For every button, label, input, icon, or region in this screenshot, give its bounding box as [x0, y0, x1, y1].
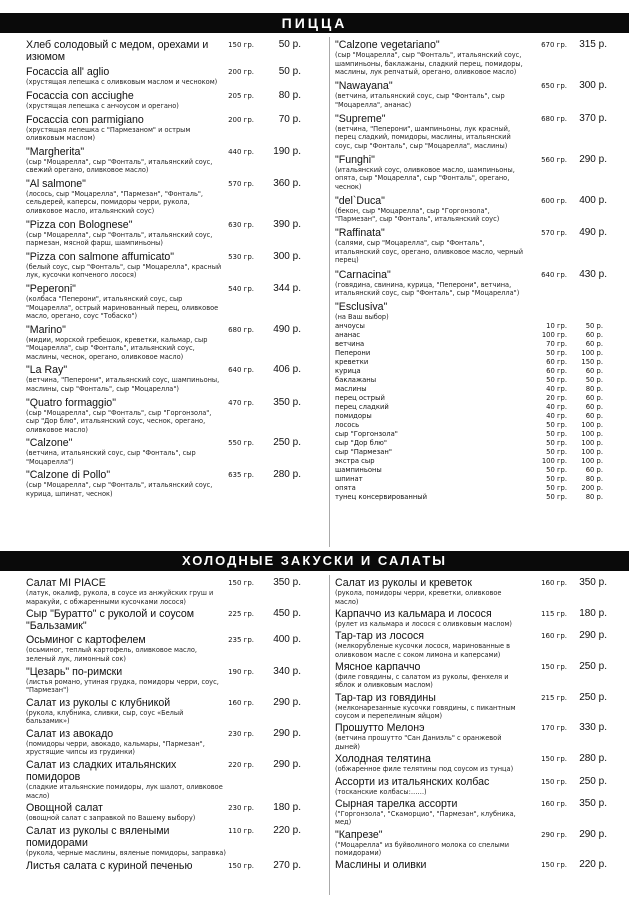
topping-price: 60 р. — [585, 330, 603, 339]
item-description: (листья романо, утиная грудка, помидоры черри, соус, "Пармезан") — [26, 677, 219, 695]
item-name: Focaccia con acciughe — [26, 89, 134, 102]
menu-item — [335, 80, 607, 109]
item-weight: 680 гр. — [541, 114, 567, 123]
topping-name: тунец консервированный — [335, 492, 428, 501]
item-weight: 150 гр. — [541, 662, 567, 671]
topping-weight: 50 гр. — [546, 465, 567, 474]
menu-item — [335, 630, 607, 659]
topping-name: помидоры — [335, 411, 372, 420]
item-description: (колбаса "Пеперони", итальянский соус, сыр "Моцарелла", острый маринованный перец, оливковое масло, орегано, соус "Тобаско") — [26, 295, 219, 320]
item-weight: 160 гр. — [541, 799, 567, 808]
menu-item — [26, 39, 301, 63]
item-name: "Nawayana" — [335, 80, 393, 93]
topping-price: 100 р. — [581, 438, 603, 447]
topping-weight: 100 гр. — [541, 456, 567, 465]
item-price: 400 р. — [273, 634, 301, 646]
item-weight: 150 гр. — [228, 579, 254, 587]
topping-price: 100 р. — [581, 420, 603, 429]
item-name: Карпаччо из кальмара и лосося — [335, 607, 492, 620]
item-description: (бекон, сыр "Моцарелла", сыр "Горгонзола", "Пармезан", сыр "Фонталь", итальянский соус) — [335, 206, 500, 224]
topping-row — [335, 349, 607, 358]
menu-item — [26, 397, 301, 435]
item-price: 350 р. — [273, 396, 301, 408]
item-description: (овощной салат с заправкой по Вашему выбору) — [26, 814, 196, 823]
item-price: 80 р. — [278, 89, 301, 101]
menu-item — [335, 798, 607, 827]
topping-row — [335, 430, 607, 439]
topping-weight: 100 гр. — [541, 330, 567, 339]
topping-name: Пеперони — [335, 348, 371, 357]
topping-name: лосось — [335, 420, 360, 429]
menu-item — [335, 753, 607, 774]
menu-item — [26, 219, 301, 248]
topping-weight: 50 гр. — [546, 375, 567, 384]
topping-weight: 40 гр. — [546, 411, 567, 420]
topping-price: 60 р. — [585, 339, 603, 348]
column-divider-2 — [329, 575, 330, 895]
item-weight: 215 гр. — [541, 693, 567, 702]
item-description: (сыр "Моцарелла", сыр "Фонталь", итальянский соус, шампиньоны, баклажаны, сладкий перец, помидоры, маслины, лук репчатый, орегано, оливковое масло) — [335, 51, 523, 76]
topping-price: 100 р. — [581, 348, 603, 357]
topping-price: 50 р. — [585, 321, 603, 330]
item-price: 180 р. — [273, 802, 301, 814]
item-name: Осьминог с картофелем — [26, 634, 146, 647]
topping-price: 150 р. — [581, 357, 603, 366]
topping-name: сыр "Пармезан" — [335, 447, 392, 456]
item-weight: 190 гр. — [228, 667, 254, 676]
topping-name: экстра сыр — [335, 456, 375, 465]
item-name: "Calzone di Pollo" — [26, 469, 111, 482]
column-divider — [329, 37, 330, 547]
item-weight: 630 гр. — [228, 220, 254, 229]
item-description: (ветчина, итальянский соус, сыр "Фонталь", сыр "Моцарелла", ананас) — [335, 92, 505, 109]
menu-item — [26, 825, 301, 858]
topping-weight: 10 гр. — [546, 321, 567, 330]
item-name: Хлеб солодовый с медом, орехами и изюмом — [26, 39, 209, 63]
topping-name: сыр "Горгонзола" — [335, 429, 398, 438]
topping-price: 60 р. — [585, 411, 603, 420]
topping-row — [335, 493, 607, 502]
pizza-section-header: ПИЦЦА — [0, 13, 629, 33]
item-price: 290 р. — [273, 696, 301, 708]
topping-name: сыр "Дор блю" — [335, 438, 388, 447]
item-price: 390 р. — [273, 218, 301, 230]
topping-name: курица — [335, 366, 361, 375]
topping-name: опята — [335, 483, 356, 492]
topping-name: анчоусы — [335, 321, 365, 330]
item-name: Прошутто Мелонэ — [335, 722, 425, 735]
topping-price: 60 р. — [585, 393, 603, 402]
pizza-right-column — [335, 39, 607, 502]
item-description: (ветчина, "Пеперони", итальянский соус, шампиньоны, маслины, сыр "Фонталь", сыр "Моцарелла") — [26, 376, 220, 393]
menu-item — [26, 666, 301, 695]
item-weight: 540 гр. — [228, 285, 254, 293]
item-name: "Капрезе" — [335, 828, 383, 841]
item-price: 350 р. — [579, 577, 607, 588]
item-price: 250 р. — [579, 660, 607, 672]
item-name: "Calzone vegetariano" — [335, 39, 440, 51]
item-name: Сыр "Буратто" с руколой и соусом "Бальзамик" — [26, 608, 195, 633]
item-weight: 150 гр. — [228, 41, 254, 49]
item-price: 280 р. — [579, 753, 607, 765]
item-price: 250 р. — [579, 691, 607, 703]
topping-row — [335, 466, 607, 475]
item-description: (лосось, сыр "Моцарелла", "Пармезан", "Фонталь", сельдерей, каперсы, помидоры черри, рукола, оливковое масло, итальянский соус) — [26, 189, 204, 215]
item-weight: 470 гр. — [228, 398, 254, 407]
topping-weight: 40 гр. — [546, 402, 567, 411]
item-price: 315 р. — [579, 39, 607, 50]
item-weight: 150 гр. — [541, 777, 567, 786]
item-price: 330 р. — [579, 722, 607, 734]
item-name: "La Ray" — [26, 364, 68, 377]
item-description: (латук, окалиф, рукола, в соусе из анжуйских груш и маракуйи, с обжаренными кусочками лосося) — [26, 589, 214, 606]
item-description: (мидии, морской гребешок, креветки, кальмар, сыр "Моцарелла", сыр "Фонталь", итальянский соус, маслины, чеснок, орегано, оливковое масло) — [26, 335, 208, 361]
menu-item — [26, 146, 301, 175]
item-price: 190 р. — [273, 145, 301, 157]
item-price: 350 р. — [273, 577, 301, 588]
item-price: 340 р. — [273, 665, 301, 677]
menu-item — [335, 661, 607, 690]
item-name: "Pizza con salmone affumicato" — [26, 250, 175, 263]
item-price: 300 р. — [579, 80, 607, 92]
item-description: (мелкорубленые кусочки лосося, маринованные в оливковом масле с соком лимона и каперсами) — [335, 642, 511, 659]
item-price: 50 р. — [278, 39, 301, 50]
item-name: Тар-тар из лосося — [335, 630, 425, 643]
item-weight: 570 гр. — [541, 229, 567, 238]
topping-row — [335, 394, 607, 403]
item-weight: 560 гр. — [541, 155, 567, 164]
item-name: Овощной салат — [26, 802, 103, 815]
menu-item — [26, 469, 301, 498]
topping-price: 60 р. — [585, 402, 603, 411]
item-price: 250 р. — [579, 775, 607, 787]
menu-item — [26, 608, 301, 632]
topping-name: шпинат — [335, 474, 363, 483]
item-weight: 635 гр. — [228, 471, 254, 480]
menu-item — [26, 251, 301, 280]
menu-item — [26, 728, 301, 757]
item-name: Маслины и оливки — [335, 859, 427, 872]
salads-right-column — [335, 577, 607, 873]
item-weight: 640 гр. — [228, 366, 254, 375]
menu-item — [335, 195, 607, 224]
item-name: Листья салата с куриной печенью — [26, 859, 193, 872]
item-name: Холодная телятина — [335, 753, 431, 766]
item-price: 360 р. — [273, 177, 301, 189]
topping-name: ананас — [335, 330, 361, 339]
item-name: Сырная тарелка ассорти — [335, 797, 458, 810]
menu-item — [335, 692, 607, 721]
menu-item — [26, 437, 301, 466]
menu-item — [335, 859, 607, 871]
menu-item — [335, 154, 607, 192]
item-description: (хрустящая лепешка с оливковым маслом и чесноком) — [26, 78, 218, 87]
topping-weight: 50 гр. — [546, 492, 567, 501]
item-name: "del`Duca" — [335, 194, 385, 207]
item-price: 300 р. — [273, 250, 301, 262]
menu-item — [335, 113, 607, 151]
item-name: Ассорти из итальянских колбас — [335, 775, 490, 788]
menu-item — [26, 577, 301, 606]
topping-price: 60 р. — [585, 366, 603, 375]
item-description: (ветчина, итальянский соус, сыр "Фонталь", сыр "Моцарелла") — [26, 449, 196, 466]
item-description: (говядина, свинина, курица, "Пеперони", ветчина, итальянский соус, сыр "Фонталь", сыр "Моцарелла") — [335, 280, 520, 298]
pizza-left-column — [26, 39, 301, 502]
topping-weight: 50 гр. — [546, 438, 567, 447]
item-name: "Carnacina" — [335, 268, 391, 281]
item-weight: 290 гр. — [541, 830, 567, 839]
item-name: Салат из руколы и креветок — [335, 577, 472, 589]
item-description: (филе говядины, с салатом из руколы, фенхеля и яблок и оливковым маслом) — [335, 672, 509, 690]
topping-weight: 50 гр. — [546, 348, 567, 357]
menu-item — [335, 776, 607, 797]
item-description: (помидоры черри, авокадо, кальмары, "Пармезан", хрустящие чипсы из грудинки) — [26, 739, 205, 757]
item-description: (сыр "Моцарелла", сыр "Фонталь", итальянский соус, курица, шпинат, чеснок) — [26, 481, 213, 498]
topping-name: маслины — [335, 384, 367, 393]
item-price: 290 р. — [273, 759, 301, 771]
item-name: "Peperoni" — [26, 283, 76, 295]
item-name: "Margherita" — [26, 145, 85, 158]
item-weight: 600 гр. — [541, 196, 567, 205]
item-weight: 110 гр. — [228, 827, 254, 835]
item-description: (итальянский соус, оливковое масло, шампиньоны, опята, сыр "Моцарелла", сыр "Фонталь", орегано, чеснок) — [335, 165, 515, 191]
item-description: (сыр "Моцарелла", сыр "Фонталь", сыр "Горгонзола", сыр "Дор блю", итальянский соус, чеснок, орегано, оливковое масло) — [26, 408, 212, 434]
topping-weight: 40 гр. — [546, 384, 567, 393]
topping-name: баклажаны — [335, 375, 377, 384]
topping-row — [335, 421, 607, 430]
menu-item — [26, 90, 301, 111]
salads-left-column — [26, 577, 301, 874]
menu-item — [335, 39, 607, 77]
item-description: (рукола, помидоры черри, креветки, оливковое масло) — [335, 589, 502, 606]
menu-item — [335, 577, 607, 606]
item-price: 290 р. — [273, 727, 301, 739]
menu-item — [335, 829, 607, 858]
item-weight: 570 гр. — [228, 179, 254, 188]
item-name: "Pizza con Bolognese" — [26, 218, 133, 231]
menu-item — [26, 364, 301, 393]
item-weight: 440 гр. — [228, 147, 254, 156]
item-price: 290 р. — [579, 828, 607, 840]
item-weight: 235 гр. — [228, 636, 254, 645]
item-name: Салат из авокадо — [26, 727, 114, 740]
topping-weight: 60 гр. — [546, 357, 567, 366]
item-price: 280 р. — [273, 469, 301, 481]
topping-row — [335, 376, 607, 385]
item-price: 430 р. — [579, 268, 607, 280]
topping-price: 100 р. — [581, 429, 603, 438]
menu-item — [335, 722, 607, 751]
item-description: ("Горгонзола", "Скаморцио", "Пармезан", клубника, мед) — [335, 809, 516, 827]
topping-weight: 50 гр. — [546, 447, 567, 456]
topping-row — [335, 331, 607, 340]
item-price: 290 р. — [579, 153, 607, 165]
item-price: 250 р. — [273, 437, 301, 449]
item-description: (сыр "Моцарелла", сыр "Фонталь", итальянский соус, свежий орегано, оливковое масло) — [26, 157, 213, 175]
item-weight: 220 гр. — [228, 761, 254, 770]
topping-row — [335, 475, 607, 484]
item-name: Салат из руколы с вялеными помидорами — [26, 825, 170, 849]
item-price: 370 р. — [579, 112, 607, 124]
item-description: (сыр "Моцарелла", сыр "Фонталь", итальянский соус, пармезан, мясной фарш, шампиньоны) — [26, 230, 213, 248]
item-name: "Al salmone" — [26, 177, 86, 190]
topping-row — [335, 448, 607, 457]
topping-price: 100 р. — [581, 447, 603, 456]
item-price: 400 р. — [579, 194, 607, 206]
item-description: (хрустящая лепешка с анчоусом и орегано) — [26, 101, 179, 110]
item-description: (обжаренное филе телятины под соусом из тунца) — [335, 765, 514, 774]
item-name: "Esclusiva" — [335, 301, 388, 314]
topping-price: 80 р. — [585, 492, 603, 501]
item-weight: 160 гр. — [541, 579, 567, 587]
topping-row — [335, 358, 607, 367]
item-name: Салат MI PIACE — [26, 577, 106, 589]
item-description: (тосканские колбасы:……) — [335, 787, 427, 796]
item-description: (осьминог, теплый картофель, оливковое масло, зеленый лук, лимонный сок) — [26, 646, 197, 663]
topping-weight: 50 гр. — [546, 474, 567, 483]
topping-price: 60 р. — [585, 465, 603, 474]
item-name: Тар-тар из говядины — [335, 691, 436, 704]
topping-weight: 60 гр. — [546, 366, 567, 375]
topping-weight: 70 гр. — [546, 339, 567, 348]
item-weight: 680 гр. — [228, 325, 254, 334]
item-weight: 230 гр. — [228, 804, 254, 813]
topping-row — [335, 340, 607, 349]
item-name: "Quatro formaggio" — [26, 396, 116, 409]
item-description: (ветчина, "Пеперони", шампиньоны, лук красный, перец сладкий, помидоры, маслины, итальянский соус, сыр "Фонталь", сыр "Моцарелла", маслины) — [335, 124, 511, 150]
item-name: "Marino" — [26, 323, 66, 336]
item-weight: 150 гр. — [541, 861, 567, 870]
salads-section-header: ХОЛОДНЫЕ ЗАКУСКИ И САЛАТЫ — [0, 551, 629, 571]
item-description: (белый соус, сыр "Фонталь", сыр "Моцарелла", красный лук, кусочки копченого лосося) — [26, 262, 222, 280]
item-name: Focaccia con parmigiano — [26, 113, 144, 126]
topping-price: 100 р. — [581, 456, 603, 465]
menu-item — [26, 634, 301, 663]
topping-weight: 50 гр. — [546, 429, 567, 438]
item-weight: 115 гр. — [541, 609, 567, 618]
topping-weight: 50 гр. — [546, 483, 567, 492]
topping-row — [335, 484, 607, 493]
topping-price: 80 р. — [585, 474, 603, 483]
item-weight: 225 гр. — [228, 610, 254, 619]
item-weight: 150 гр. — [541, 755, 567, 764]
menu-item — [26, 324, 301, 362]
menu-item — [335, 608, 607, 629]
item-weight: 200 гр. — [228, 68, 254, 77]
item-description: (на Ваш выбор) — [335, 313, 389, 322]
item-price: 490 р. — [579, 227, 607, 239]
item-description: (салями, сыр "Моцарелла", сыр "Фонталь", итальянский соус, орегано, оливковое масло, черный перец) — [335, 239, 524, 265]
topping-price: 80 р. — [585, 384, 603, 393]
menu-item — [335, 227, 607, 265]
topping-row — [335, 412, 607, 421]
esclusiva-block — [335, 301, 607, 502]
item-price: 490 р. — [273, 323, 301, 335]
topping-row — [335, 457, 607, 466]
topping-weight: 50 гр. — [546, 420, 567, 429]
item-price: 180 р. — [579, 607, 607, 619]
topping-name: перец острый — [335, 393, 385, 402]
item-description: (мелконарезанные кусочки говядины, с пикантным соусом и перепелиным яйцом) — [335, 703, 516, 721]
item-weight: 160 гр. — [541, 632, 567, 641]
item-name: "Цезарь" по-римски — [26, 665, 123, 678]
item-description: (рукола, черные маслины, вяленые помидоры, заправка) — [26, 849, 226, 857]
item-weight: 670 гр. — [541, 41, 567, 49]
topping-row — [335, 403, 607, 412]
menu-item — [26, 697, 301, 726]
topping-weight: 20 гр. — [546, 393, 567, 402]
menu-item — [26, 66, 301, 87]
item-price: 290 р. — [579, 630, 607, 642]
item-name: Салат из сладких итальянских помидоров — [26, 759, 177, 784]
item-description: (рулет из кальмара и лосося с оливковым маслом) — [335, 619, 512, 628]
menu-item — [26, 860, 301, 872]
item-price: 270 р. — [273, 859, 301, 871]
topping-name: перец сладкий — [335, 402, 389, 411]
item-name: "Supreme" — [335, 112, 386, 125]
item-name: Мясное карпаччо — [335, 660, 421, 673]
item-weight: 640 гр. — [541, 270, 567, 279]
item-name: "Raffinata" — [335, 227, 385, 240]
topping-row — [335, 367, 607, 376]
topping-row — [335, 322, 607, 331]
item-price: 220 р. — [579, 859, 607, 871]
menu-item — [26, 802, 301, 823]
item-weight: 230 гр. — [228, 729, 254, 738]
item-name: "Calzone" — [26, 437, 73, 450]
item-weight: 205 гр. — [228, 91, 254, 100]
item-price: 70 р. — [278, 113, 301, 125]
item-price: 350 р. — [579, 797, 607, 809]
item-weight: 200 гр. — [228, 115, 254, 124]
menu-item — [335, 269, 607, 298]
item-description: ("Моцарелла" из буйволиного молока со спелыми помидорами) — [335, 840, 510, 858]
item-name: "Funghi" — [335, 153, 375, 166]
item-weight: 530 гр. — [228, 252, 254, 261]
item-price: 450 р. — [273, 608, 301, 620]
item-weight: 650 гр. — [541, 82, 567, 91]
item-weight: 160 гр. — [228, 698, 254, 707]
topping-row — [335, 439, 607, 448]
menu-item — [26, 759, 301, 800]
topping-row — [335, 385, 607, 394]
item-price: 406 р. — [273, 364, 301, 376]
item-name: Салат из руколы с клубникой — [26, 696, 171, 709]
item-description: (сладкие итальянские помидоры, лук шалот, оливковое масло) — [26, 783, 223, 800]
item-weight: 170 гр. — [541, 724, 567, 733]
item-description: (хрустящая лепешка с "Пармезаном" и острым оливковым маслом) — [26, 125, 191, 143]
item-price: 220 р. — [273, 825, 301, 836]
menu-item — [26, 283, 301, 321]
menu-item — [26, 114, 301, 143]
item-weight: 150 гр. — [228, 861, 254, 870]
item-weight: 550 гр. — [228, 439, 254, 448]
item-description: (ветчина прошутто "Сан Даниэль" с оранжевой дыней) — [335, 734, 502, 751]
topping-name: креветки — [335, 357, 369, 366]
item-price: 344 р. — [273, 283, 301, 294]
topping-price: 50 р. — [585, 375, 603, 384]
item-description: (рукола, клубника, сливки, сыр, соус «Белый бальзамик») — [26, 708, 184, 726]
item-name: Focaccia all' aglio — [26, 66, 110, 79]
item-price: 50 р. — [278, 66, 301, 78]
menu-item — [26, 178, 301, 216]
topping-name: ветчина — [335, 339, 365, 348]
topping-name: шампиньоны — [335, 465, 382, 474]
topping-price: 200 р. — [581, 483, 603, 492]
